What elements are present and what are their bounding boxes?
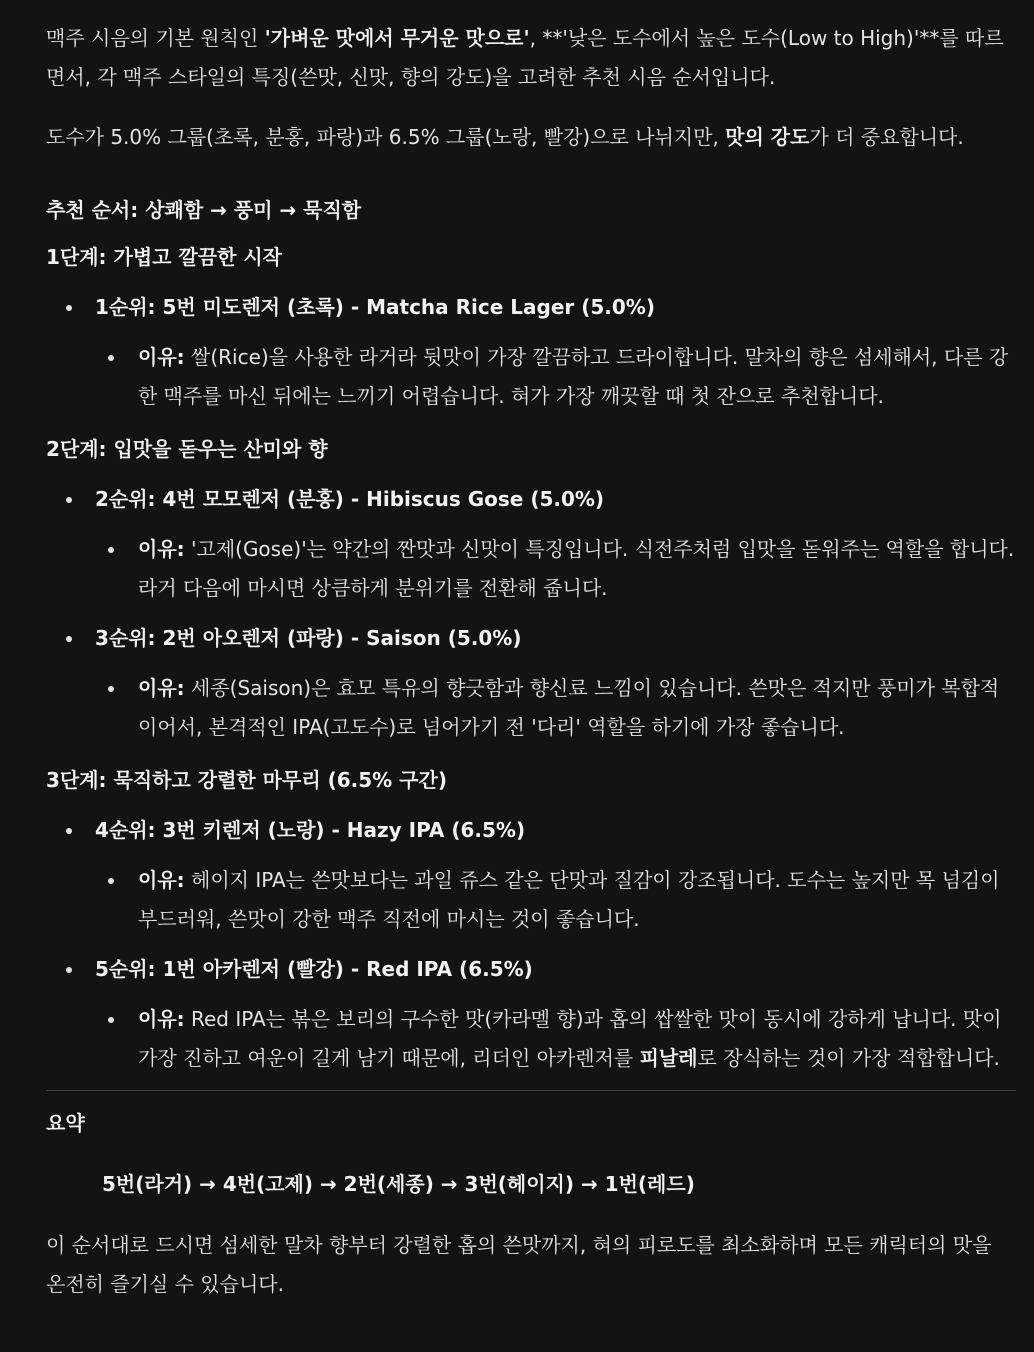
reason-label: 이유: xyxy=(138,868,185,892)
reason-item-5 xyxy=(46,1000,1016,1078)
bullet-icon xyxy=(66,636,72,642)
bullet-icon xyxy=(108,355,114,361)
reason-label: 이유: xyxy=(138,537,185,561)
bullet-icon xyxy=(66,305,72,311)
summary-closing: 이 순서대로 드시면 섬세한 말차 향부터 강렬한 홉의 쓴맛까지, 혀의 피로도를 최소화하며 모든 캐릭터의 맛을 온전히 즐기실 수 있습니다. xyxy=(46,1233,992,1296)
intro-text-prefix: 맥주 시음의 기본 원칙인 xyxy=(46,26,265,50)
note-text-prefix: 도수가 5.0% 그룹(초록, 분홍, 파랑)과 6.5% 그룹(노랑, 빨강)으로 나뉘지만, xyxy=(46,125,726,149)
summary-flow: 5번(라거) → 4번(고제) → 2번(세종) → 3번(헤이지) → 1번(레드) xyxy=(102,1172,695,1196)
reason-4-text: 헤이지 IPA는 쓴맛보다는 과일 쥬스 같은 단맛과 질감이 강조됩니다. 도수는 높지만 목 넘김이 부드러워, 쓴맛이 강한 맥주 직전에 마시는 것이 좋습니다. xyxy=(138,868,1000,931)
bullet-icon xyxy=(108,547,114,553)
rank-2-label: 2순위: 4번 모모렌저 (분홍) - Hibiscus Gose (5.0%) xyxy=(95,487,605,511)
reason-5-text-bold: 피날레 xyxy=(639,1046,698,1070)
intro-text-bold: '가벼운 맛에서 무거운 맛으로' xyxy=(264,26,530,50)
order-heading xyxy=(46,191,1016,230)
bullet-icon xyxy=(108,686,114,692)
intro-text-suffix: , **'낮은 도수에서 높은 도수(Low to High)'**를 따르면서, 각 맥주 스타일의 특징(쓴맛, 신맛, 향의 강도)을 고려한 추천 시음 순서입니다. xyxy=(46,26,1004,89)
rank-item-2 xyxy=(46,480,1016,519)
response-body xyxy=(46,19,1016,1304)
bullet-icon xyxy=(108,1017,114,1023)
stage-2-title: 2단계: 입맛을 돋우는 산미와 향 xyxy=(46,437,328,461)
rank-item-3 xyxy=(46,619,1016,658)
rank-item-5 xyxy=(46,950,1016,989)
bullet-icon xyxy=(66,497,72,503)
note-text-bold: 맛의 강도 xyxy=(725,125,810,149)
reason-item-3 xyxy=(46,669,1016,747)
stage-1-title: 1단계: 가볍고 깔끔한 시작 xyxy=(46,245,283,269)
reason-item-4 xyxy=(46,861,1016,939)
abv-note-paragraph xyxy=(46,118,1016,157)
rank-3-label: 3순위: 2번 아오렌저 (파랑) - Saison (5.0%) xyxy=(95,626,522,650)
bullet-icon xyxy=(66,828,72,834)
reason-item-2 xyxy=(46,530,1016,608)
rank-1-label: 1순위: 5번 미도렌저 (초록) - Matcha Rice Lager (5.0%) xyxy=(95,295,655,319)
rank-4-label: 4순위: 3번 키렌저 (노랑) - Hazy IPA (6.5%) xyxy=(95,818,526,842)
note-text-suffix: 가 더 중요합니다. xyxy=(809,125,964,149)
order-line: 추천 순서: 상쾌함 → 풍미 → 묵직함 xyxy=(46,198,362,222)
summary-title: 요약 xyxy=(46,1111,85,1135)
section-divider xyxy=(46,1090,1016,1091)
reason-label: 이유: xyxy=(138,676,185,700)
rank-5-label: 5순위: 1번 아카렌저 (빨강) - Red IPA (6.5%) xyxy=(95,957,533,981)
reason-5-text-suffix: 로 장식하는 것이 가장 적합합니다. xyxy=(697,1046,1000,1070)
stage-3-title: 3단계: 묵직하고 강렬한 마무리 (6.5% 구간) xyxy=(46,768,447,792)
reason-2-text: '고제(Gose)'는 약간의 짠맛과 신맛이 특징입니다. 식전주처럼 입맛을 돋워주는 역할을 합니다. 라거 다음에 마시면 상큼하게 분위기를 전환해 줍니다. xyxy=(138,537,1015,600)
reason-3-text: 세종(Saison)은 효모 특유의 향긋함과 향신료 느낌이 있습니다. 쓴맛은 적지만 풍미가 복합적이어서, 본격적인 IPA(고도수)로 넘어가기 전 '다리' 역할을 하기에 가장 좋습니다. xyxy=(138,676,1000,739)
rank-item-1 xyxy=(46,288,1016,327)
reason-label: 이유: xyxy=(138,1007,185,1031)
bullet-icon xyxy=(66,967,72,973)
reason-5-text-prefix: Red IPA는 볶은 보리의 구수한 맛(카라멜 향)과 홉의 쌉쌀한 맛이 동시에 강하게 납니다. 맛이 가장 진하고 여운이 길게 남기 때문에, 리더인 아카렌저를 xyxy=(138,1007,1002,1070)
reason-item-1 xyxy=(46,338,1016,416)
rank-item-4 xyxy=(46,811,1016,850)
bullet-icon xyxy=(108,878,114,884)
intro-paragraph xyxy=(46,19,1016,97)
reason-1-text: 쌀(Rice)을 사용한 라거라 뒷맛이 가장 깔끔하고 드라이합니다. 말차의 향은 섬세해서, 다른 강한 맥주를 마신 뒤에는 느끼기 어렵습니다. 혀가 가장 깨끗할 때 첫 잔으로 추천합니다. xyxy=(138,345,1009,408)
reason-label: 이유: xyxy=(138,345,185,369)
